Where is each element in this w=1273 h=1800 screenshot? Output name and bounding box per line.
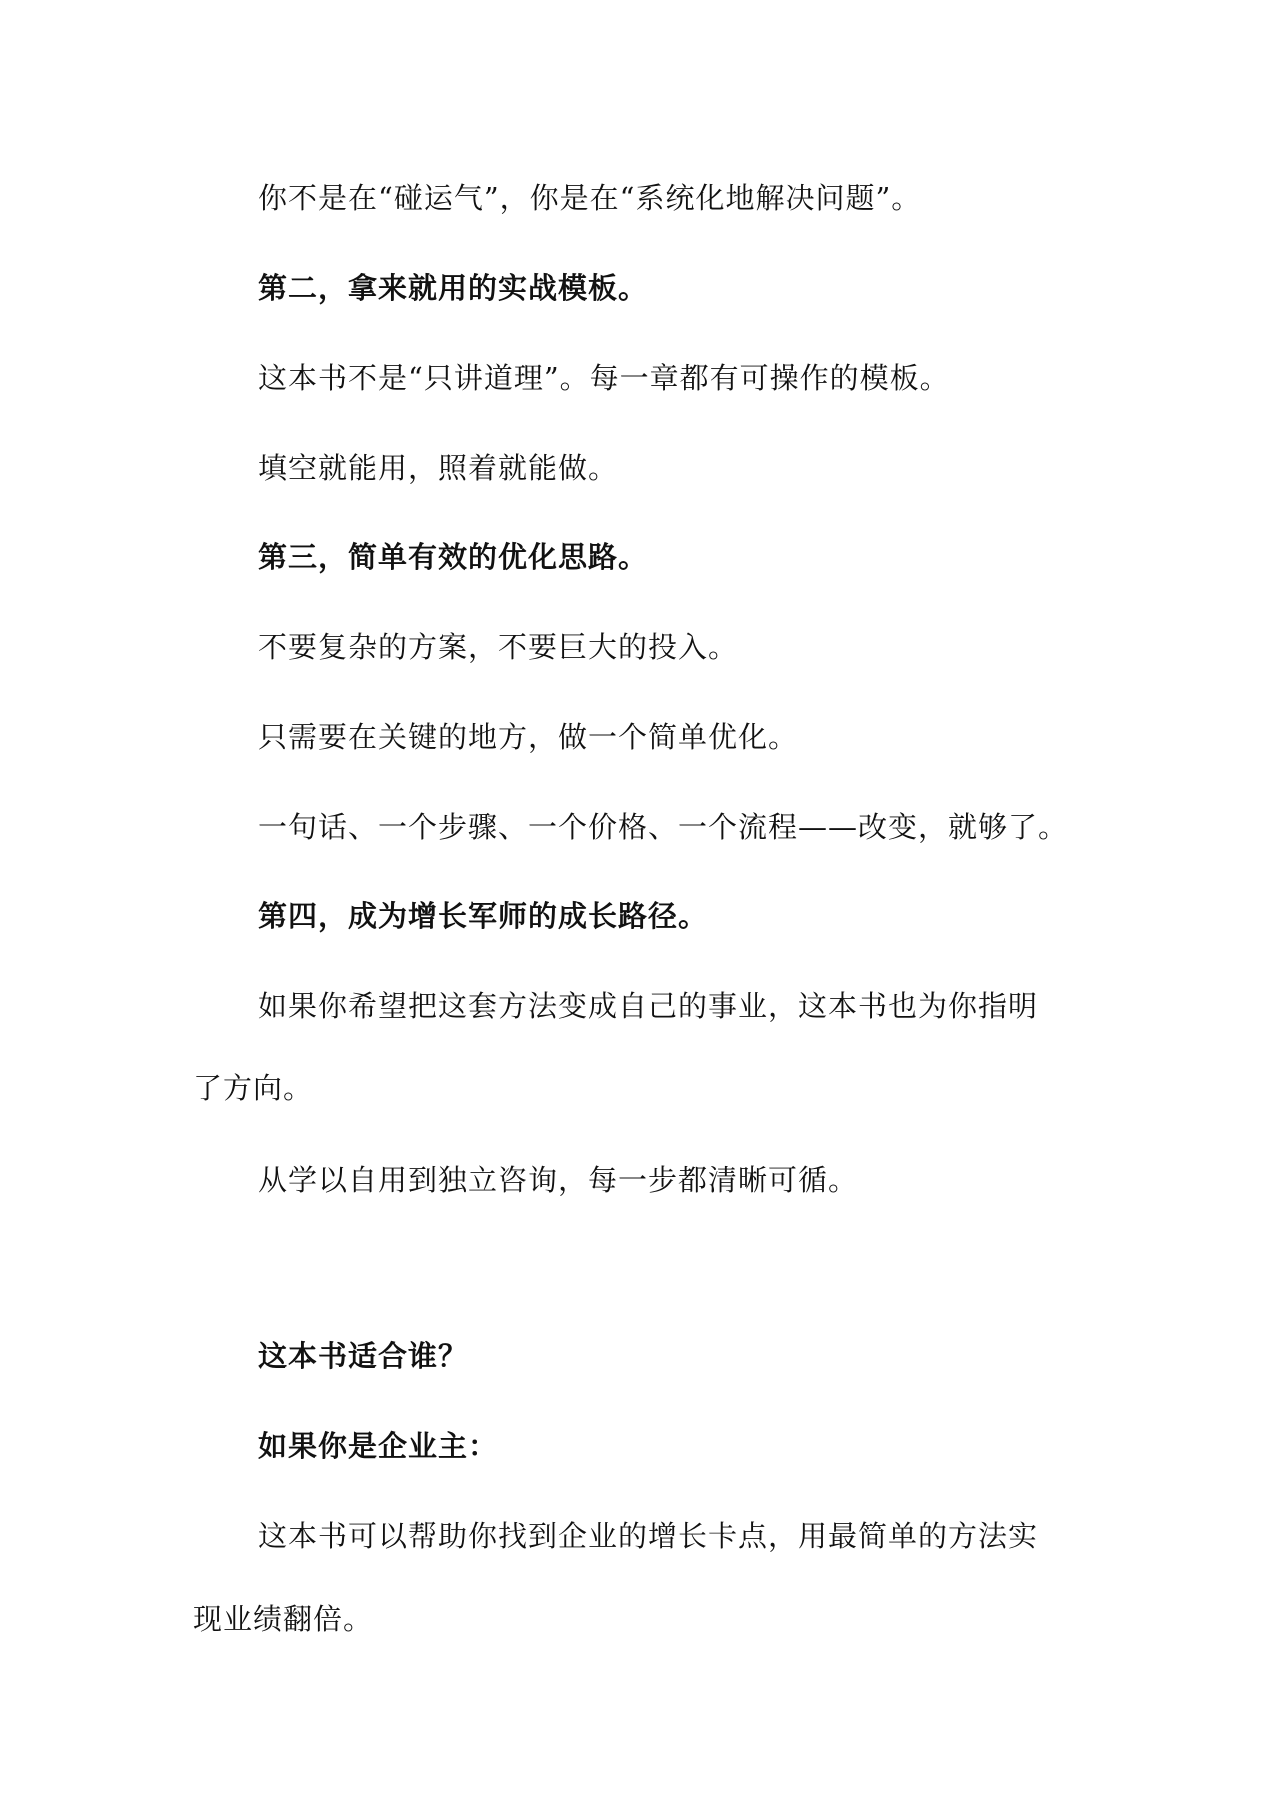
body-text: 你不是在“碰运气”，你是在“系统化地解决问题”。 bbox=[258, 181, 922, 215]
section-heading: 第三，简单有效的优化思路。 bbox=[258, 540, 649, 574]
section-heading: 第四，成为增长军师的成长路径。 bbox=[258, 899, 709, 933]
section-heading: 这本书适合谁？ bbox=[258, 1339, 469, 1373]
subheading: 如果你是企业主： bbox=[258, 1429, 499, 1463]
body-text: 如果你希望把这套方法变成自己的事业，这本书也为你指明 bbox=[258, 989, 1039, 1023]
body-text: 只需要在关键的地方，做一个简单优化。 bbox=[258, 720, 799, 754]
body-text: 不要复杂的方案，不要巨大的投入。 bbox=[258, 630, 739, 664]
body-text: 从学以自用到独立咨询，每一步都清晰可循。 bbox=[258, 1163, 859, 1197]
body-text: 了方向。 bbox=[193, 1071, 314, 1105]
body-text: 现业绩翻倍。 bbox=[193, 1602, 374, 1636]
body-text: 一句话、一个步骤、一个价格、一个流程——改变，就够了。 bbox=[258, 810, 1069, 844]
section-heading: 第二，拿来就用的实战模板。 bbox=[258, 271, 649, 305]
body-text: 填空就能用，照着就能做。 bbox=[258, 451, 619, 485]
body-text: 这本书可以帮助你找到企业的增长卡点，用最简单的方法实 bbox=[258, 1519, 1039, 1553]
body-text: 这本书不是“只讲道理”。每一章都有可操作的模板。 bbox=[258, 361, 950, 395]
